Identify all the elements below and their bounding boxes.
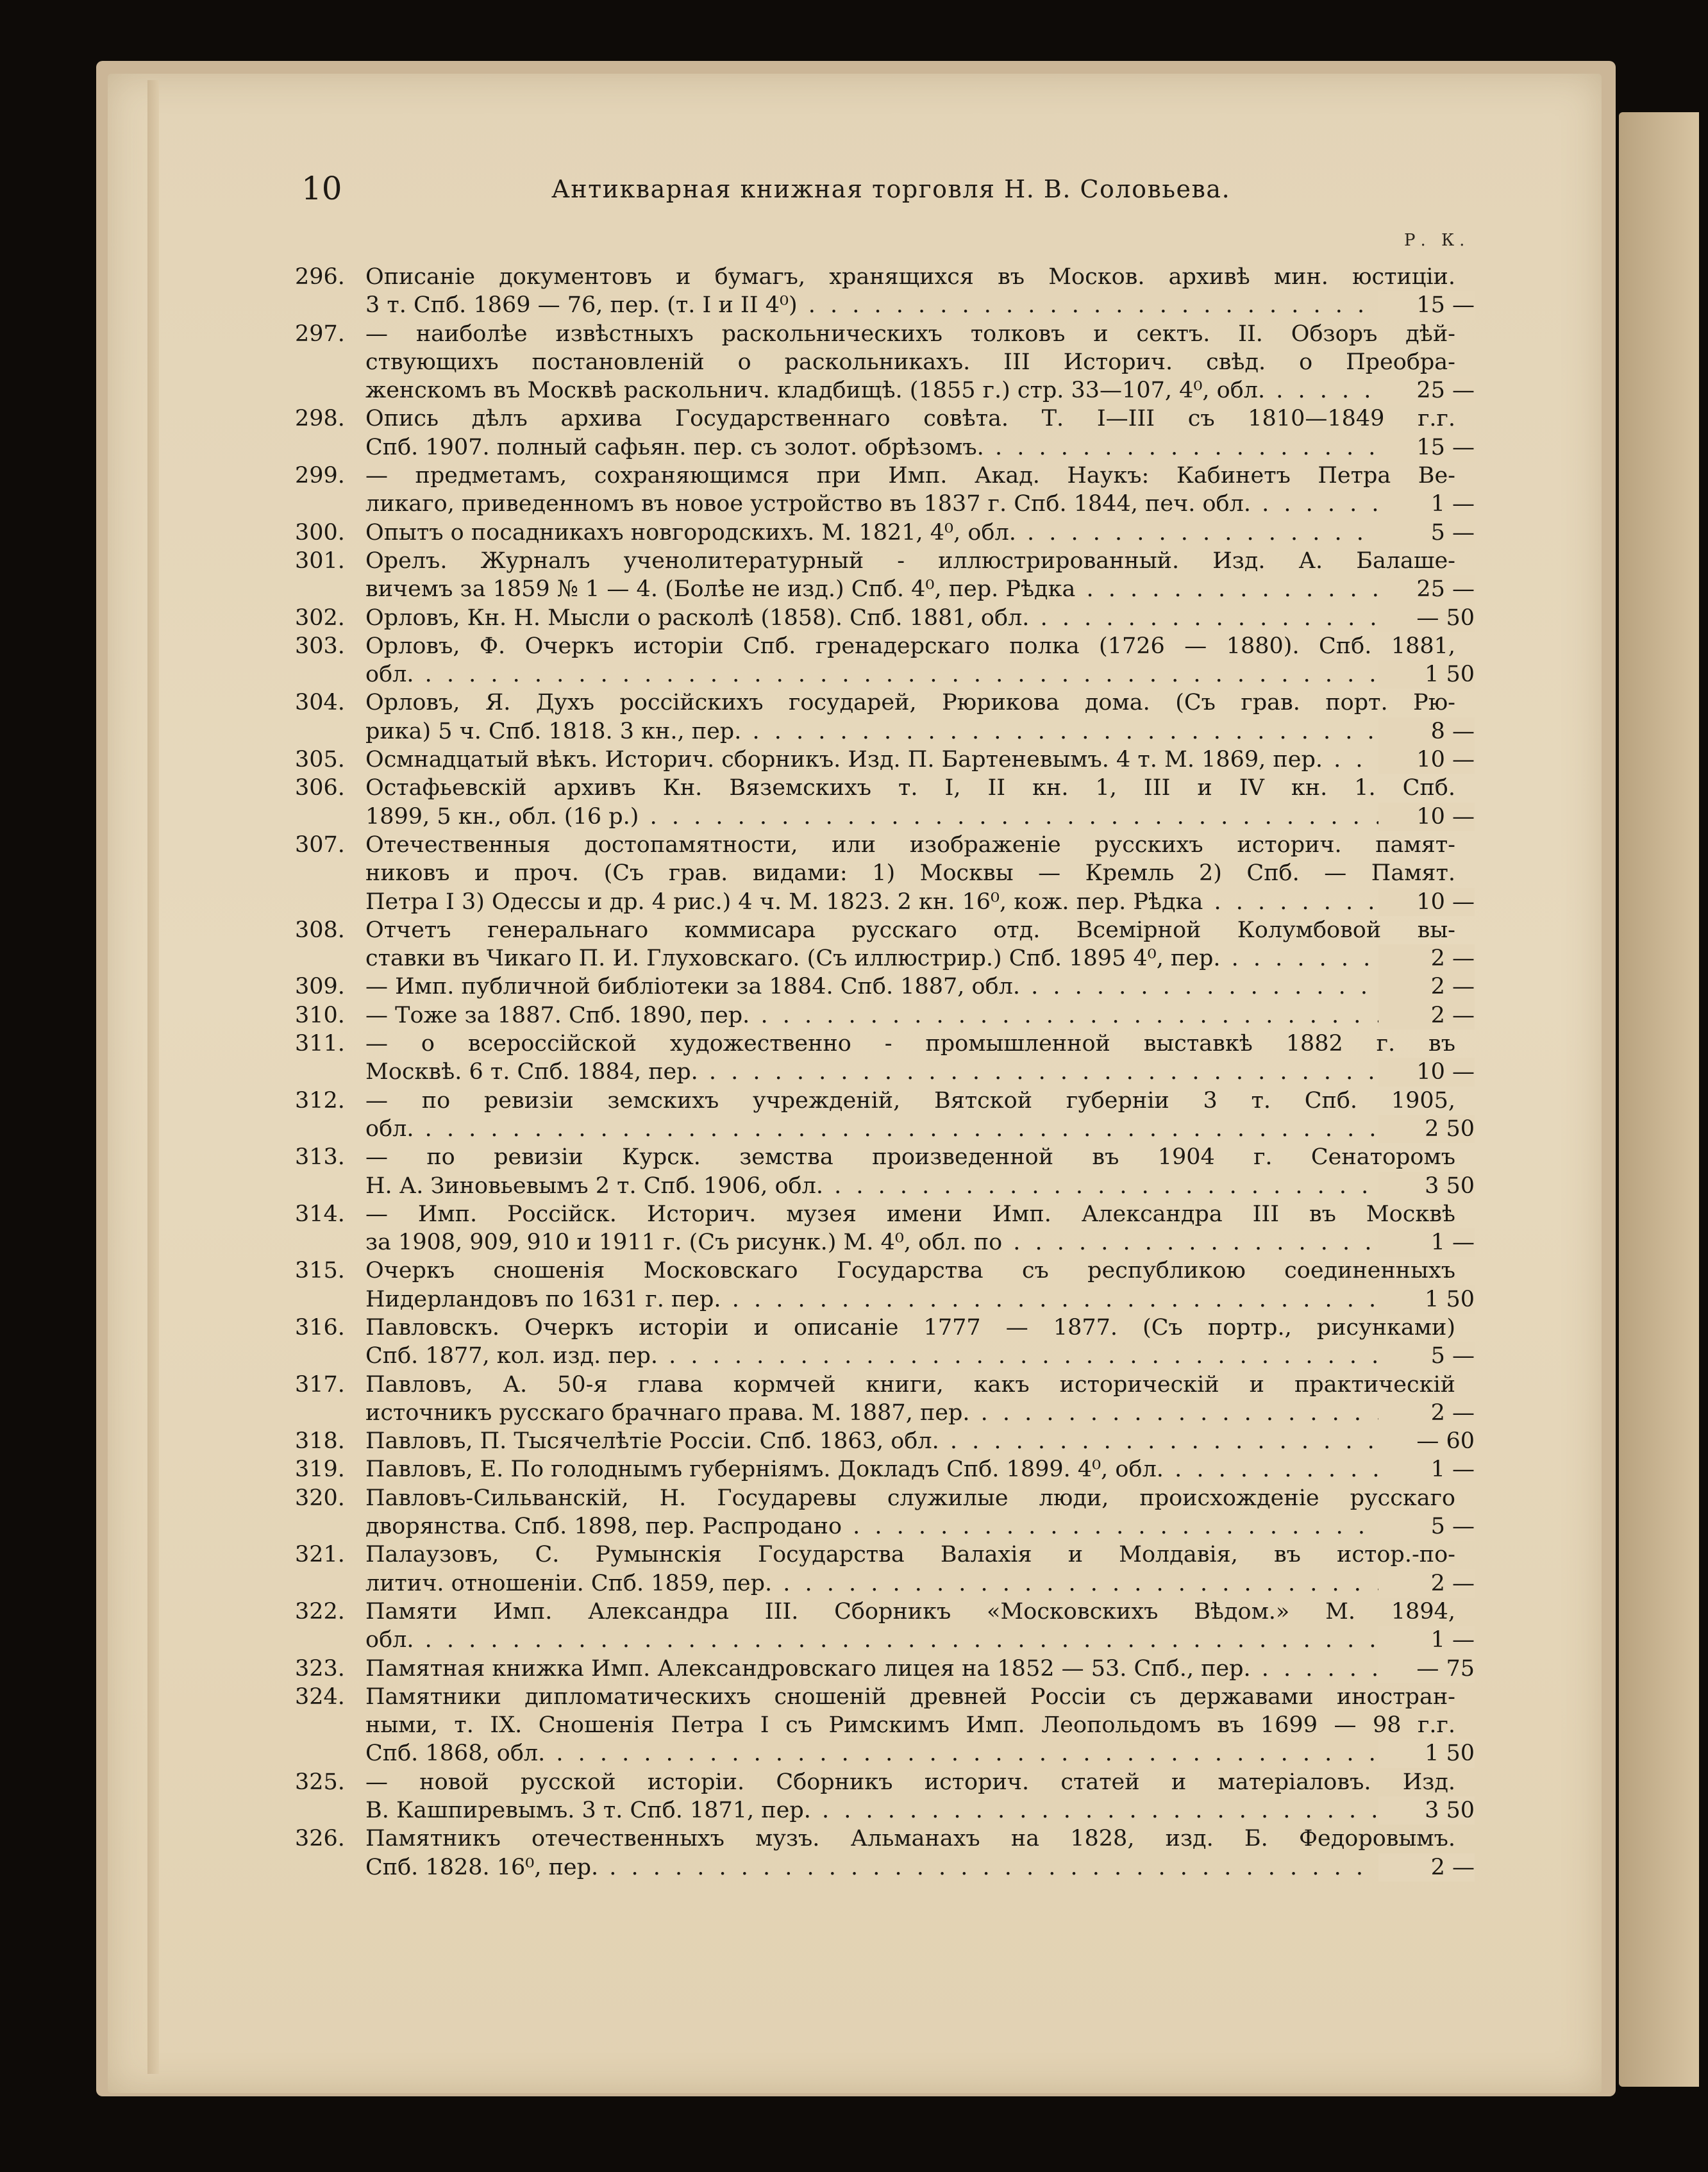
entry-line: [295, 1569, 1475, 1598]
entry-text: — предметамъ, сохраняющимся при Имп. Акад. Наукъ: Кабинетъ Петра Ве-: [365, 463, 1455, 489]
entry-text: Спб. 1877, кол. изд. пер. . . .: [365, 1342, 1449, 1370]
entry-number: 313.: [295, 1144, 345, 1171]
entry-line: [295, 1427, 1475, 1455]
catalog-entry: [295, 1683, 1475, 1768]
entry-line: [295, 1371, 1475, 1399]
entry-number: 320.: [295, 1485, 345, 1511]
catalog-entry: [295, 1768, 1475, 1825]
entry-line: [295, 1626, 1475, 1654]
entry-text: Палаузовъ, С. Румынскія Государства Валахія и Молдавія, въ истор.-по-: [365, 1542, 1455, 1568]
catalog-entry: [295, 746, 1475, 774]
page-gutter-shadow: [147, 80, 159, 2074]
entry-text: Осмнадцатый вѣкъ. Историч. сборникъ. Изд. П. Бартеневымъ. 4 т. М. 1869, пер. . . .: [365, 746, 1449, 774]
entry-text: ными, т. IX. Сношенія Петра I съ Римскимъ Имп. Леопольдомъ въ 1699 — 98 г.г.: [365, 1712, 1455, 1739]
catalog-entry: [295, 1001, 1475, 1030]
entry-price: 2 —: [1378, 944, 1475, 973]
entry-text: Отчетъ генеральнаго коммисара русскаго отд. Всемірной Колумбовой вы-: [365, 917, 1455, 943]
entry-line: [295, 1228, 1475, 1257]
entry-text: Орелъ. Журналъ ученолитературный - иллюстрированный. Изд. А. Балаше-: [365, 547, 1455, 574]
entry-text: ставки въ Чикаго П. И. Глуховскаго. (Съ иллюстрир.) Спб. 1895 4⁰, пер. . . .: [365, 944, 1449, 973]
entry-number: 299.: [295, 463, 345, 489]
entry-text: Памятники дипломатическихъ сношеній древней Россіи съ державами иностран-: [365, 1683, 1455, 1710]
entry-line: [295, 263, 1475, 291]
entry-line: [295, 1711, 1475, 1739]
entry-line: [295, 774, 1475, 802]
entry-text: — о всероссійской художественно - промышленной выставкѣ 1882 г. въ: [365, 1031, 1455, 1057]
catalog-entry: [295, 1427, 1475, 1455]
entry-line: [295, 1200, 1475, 1228]
entry-price: 1 —: [1378, 1228, 1475, 1257]
entry-line: [295, 1541, 1475, 1569]
entry-text: — наиболѣе извѣстныхъ раскольническихъ толковъ и сектъ. II. Обзоръ дѣй-: [365, 321, 1455, 347]
entry-text: Орловъ, Я. Духъ россійскихъ государей, Рюрикова дома. (Съ грав. порт. Рю-: [365, 690, 1455, 716]
entry-text: Описаніе документовъ и бумагъ, хранящихся въ Москов. архивѣ мин. юстиціи.: [365, 264, 1455, 290]
entry-line: [295, 916, 1475, 944]
entry-line: [295, 944, 1475, 973]
entry-price: 2 50: [1378, 1115, 1475, 1143]
entry-number: 297.: [295, 321, 345, 347]
entry-line: [295, 462, 1475, 490]
entry-line: [295, 1655, 1475, 1683]
entry-line: [295, 1399, 1475, 1427]
entry-line: [295, 1087, 1475, 1115]
entry-number: 302.: [295, 605, 345, 631]
entry-text: Памятная книжка Имп. Александровскаго лицея на 1852 — 53. Спб., пер. . . .: [365, 1655, 1449, 1683]
entry-price: — 60: [1378, 1427, 1475, 1455]
entry-line: [295, 746, 1475, 774]
entry-text: ликаго, приведенномъ въ новое устройство въ 1837 г. Спб. 1844, печ. обл. . . .: [365, 490, 1449, 518]
page-number: 10: [301, 170, 342, 207]
entry-line: [295, 973, 1475, 1001]
entry-number: 324.: [295, 1683, 345, 1710]
catalog-entry: [295, 632, 1475, 689]
entry-price: 25 —: [1378, 575, 1475, 603]
entry-text: Опытъ о посадникахъ новгородскихъ. М. 1821, 4⁰, обл. . . .: [365, 519, 1449, 547]
entry-line: [295, 660, 1475, 689]
entry-text: Петра I 3) Одессы и др. 4 рис.) 4 ч. М. 1823. 2 кн. 16⁰, кож. пер. Рѣдка . . .: [365, 888, 1449, 916]
facing-page-edge: [1619, 112, 1699, 2087]
entry-text: никовъ и проч. (Съ грав. видами: 1) Москвы — Кремль 2) Спб. — Памят.: [365, 860, 1455, 887]
running-head: Антикварная книжная торговля Н. В. Соловьева.: [551, 175, 1231, 203]
entry-number: 318.: [295, 1428, 345, 1455]
entry-text: Павловскъ. Очеркъ исторіи и описаніе 1777 — 1877. (Съ портр., рисунками): [365, 1314, 1455, 1341]
entry-text: — по ревизіи Курск. земства произведенной въ 1904 г. Сенаторомъ: [365, 1144, 1455, 1171]
catalog-entry: [295, 320, 1475, 405]
catalog-entry: [295, 973, 1475, 1001]
entry-line: [295, 1030, 1475, 1058]
entry-text: Опись дѣлъ архива Государственнаго совѣта. Т. I—III съ 1810—1849 г.г.: [365, 406, 1455, 432]
entry-number: 314.: [295, 1201, 345, 1227]
entry-text: В. Кашпиревымъ. 3 т. Спб. 1871, пер. . . .: [365, 1796, 1449, 1825]
entry-price: 2 —: [1378, 1001, 1475, 1030]
entry-price: 5 —: [1378, 1342, 1475, 1370]
entry-line: [295, 291, 1475, 319]
entry-price: 1 50: [1378, 1739, 1475, 1767]
entry-line: [295, 831, 1475, 859]
catalog-entry: [295, 462, 1475, 519]
entry-number: 304.: [295, 690, 345, 716]
entry-line: [295, 1768, 1475, 1796]
entry-line: [295, 1739, 1475, 1767]
entry-text: рика) 5 ч. Спб. 1818. 3 кн., пер. . . .: [365, 717, 1449, 746]
entry-text: Памяти Имп. Александра III. Сборникъ «Московскихъ Вѣдом.» М. 1894,: [365, 1598, 1455, 1625]
entry-price: 10 —: [1378, 1058, 1475, 1086]
entry-line: [295, 632, 1475, 660]
entry-number: 319.: [295, 1457, 345, 1483]
entry-number: 316.: [295, 1314, 345, 1341]
catalog-entry: [295, 1030, 1475, 1087]
entry-text: Павловъ-Сильванскій, Н. Государевы служилые люди, происхожденіе русскаго: [365, 1485, 1455, 1511]
entry-text: — по ревизіи земскихъ учрежденій, Вятской губерніи 3 т. Спб. 1905,: [365, 1087, 1455, 1114]
entry-line: [295, 575, 1475, 603]
entry-number: 311.: [295, 1031, 345, 1057]
entry-line: [295, 1314, 1475, 1342]
entry-price: 3 50: [1378, 1796, 1475, 1825]
entry-number: 307.: [295, 831, 345, 858]
entry-number: 323.: [295, 1655, 345, 1682]
entry-line: [295, 1796, 1475, 1825]
entry-text: Спб. 1907. полный сафьян. пер. съ золот. обрѣзомъ. . . .: [365, 433, 1449, 462]
entry-line: [295, 1512, 1475, 1541]
entry-number: 325.: [295, 1769, 345, 1795]
entry-price: 5 —: [1378, 1512, 1475, 1541]
entry-number: 301.: [295, 547, 345, 574]
catalog-entry: [295, 1825, 1475, 1882]
entry-price: 1 —: [1378, 1455, 1475, 1483]
catalog-entry: [295, 774, 1475, 831]
entry-text: обл. . . .: [365, 660, 1449, 689]
entry-number: 326.: [295, 1826, 345, 1852]
entry-number: 303.: [295, 633, 345, 659]
catalog-entry: [295, 1314, 1475, 1371]
catalog-entry: [295, 1371, 1475, 1428]
entry-line: [295, 1683, 1475, 1711]
entry-text: Павловъ, Е. По голоднымъ губерніямъ. Докладъ Спб. 1899. 4⁰, обл. . . .: [365, 1455, 1449, 1483]
entry-text: — Имп. публичной библіотеки за 1884. Спб. 1887, обл. . . .: [365, 973, 1449, 1001]
entry-line: [295, 1285, 1475, 1314]
catalog-entry: [295, 519, 1475, 547]
entry-line: [295, 1001, 1475, 1030]
entry-line: [295, 1484, 1475, 1512]
catalog-entry: [295, 547, 1475, 604]
entry-line: [295, 348, 1475, 376]
entry-text: обл. . . .: [365, 1626, 1449, 1654]
entry-price: — 50: [1378, 604, 1475, 632]
entry-number: 322.: [295, 1598, 345, 1625]
currency-column-header: Р. К.: [1404, 231, 1470, 250]
entry-text: Н. А. Зиновьевымъ 2 т. Спб. 1906, обл. . . .: [365, 1172, 1449, 1200]
entry-number: 317.: [295, 1371, 345, 1398]
entry-number: 296.: [295, 264, 345, 290]
entry-price: 25 —: [1378, 376, 1475, 405]
entry-price: 15 —: [1378, 291, 1475, 319]
entry-line: [295, 1058, 1475, 1086]
entry-text: обл. . . .: [365, 1115, 1449, 1143]
entry-line: [295, 1115, 1475, 1143]
entry-text: Отечественныя достопамятности, или изображеніе русскихъ историч. памят-: [365, 831, 1455, 858]
entry-price: 2 —: [1378, 1569, 1475, 1598]
entry-line: [295, 859, 1475, 887]
entry-price: 1 50: [1378, 1285, 1475, 1314]
entry-text: дворянства. Спб. 1898, пер. Распродано . . .: [365, 1512, 1449, 1541]
entry-text: Павловъ, А. 50-я глава кормчей книги, какъ историческій и практическій: [365, 1371, 1455, 1398]
entry-price: 10 —: [1378, 803, 1475, 831]
catalog-entry: [295, 1655, 1475, 1683]
entry-line: [295, 689, 1475, 717]
entry-price: 2 —: [1378, 1399, 1475, 1427]
entry-text: Павловъ, П. Тысячелѣтіе Россіи. Спб. 1863, обл. . . .: [365, 1427, 1449, 1455]
entry-line: [295, 1825, 1475, 1853]
entry-number: 306.: [295, 775, 345, 801]
catalog-entry: [295, 1598, 1475, 1655]
entry-price: 2 —: [1378, 973, 1475, 1001]
entry-text: Остафьевскій архивъ Кн. Вяземскихъ т. I, II кн. 1, III и IV кн. 1. Спб.: [365, 775, 1455, 801]
catalog-entry: [295, 1484, 1475, 1541]
entry-price: 10 —: [1378, 888, 1475, 916]
entry-text: Орловъ, Кн. Н. Мысли о расколѣ (1858). Спб. 1881, обл. . . .: [365, 604, 1449, 632]
entry-line: [295, 376, 1475, 405]
entry-line: [295, 717, 1475, 746]
entry-text: — новой русской исторіи. Сборникъ историч. статей и матеріаловъ. Изд.: [365, 1769, 1455, 1795]
entry-text: Спб. 1868, обл. . . .: [365, 1739, 1449, 1767]
catalog-entry: [295, 916, 1475, 973]
entry-number: 298.: [295, 406, 345, 432]
entry-line: [295, 803, 1475, 831]
entry-text: Памятникъ отечественныхъ музъ. Альманахъ на 1828, изд. Б. Федоровымъ.: [365, 1826, 1455, 1852]
catalog-entry: [295, 1143, 1475, 1200]
entry-line: [295, 1455, 1475, 1483]
entry-number: 310.: [295, 1002, 345, 1028]
entry-text: Очеркъ сношенія Московскаго Государства съ республикою соединенныхъ: [365, 1258, 1455, 1284]
entry-text: Москвѣ. 6 т. Спб. 1884, пер. . . .: [365, 1058, 1449, 1086]
entry-number: 305.: [295, 747, 345, 773]
entry-line: [295, 1598, 1475, 1626]
catalog-entry: [295, 1087, 1475, 1144]
catalog-entry: [295, 689, 1475, 746]
entry-price: 15 —: [1378, 433, 1475, 462]
entry-price: — 75: [1378, 1655, 1475, 1683]
entry-line: [295, 1853, 1475, 1882]
entry-text: источникъ русскаго брачнаго права. М. 1887, пер. . . .: [365, 1399, 1449, 1427]
entry-line: [295, 490, 1475, 518]
entry-price: 3 50: [1378, 1172, 1475, 1200]
catalog-entry: [295, 604, 1475, 632]
entry-line: [295, 519, 1475, 547]
entry-line: [295, 547, 1475, 575]
entry-price: 8 —: [1378, 717, 1475, 746]
entry-line: [295, 1257, 1475, 1285]
entry-line: [295, 320, 1475, 348]
entry-price: 1 50: [1378, 660, 1475, 689]
entry-number: 308.: [295, 917, 345, 943]
catalog-entry: [295, 1257, 1475, 1314]
entry-text: за 1908, 909, 910 и 1911 г. (Съ рисунк.) М. 4⁰, обл. по . . .: [365, 1228, 1449, 1257]
entry-text: — Тоже за 1887. Спб. 1890, пер. . . .: [365, 1001, 1449, 1030]
entry-text: вичемъ за 1859 № 1 — 4. (Болѣе не изд.) Спб. 4⁰, пер. Рѣдка . . .: [365, 575, 1449, 603]
entry-number: 321.: [295, 1542, 345, 1568]
catalog-entry: [295, 1541, 1475, 1598]
entry-number: 300.: [295, 519, 345, 546]
entry-text: женскомъ въ Москвѣ раскольнич. кладбищѣ. (1855 г.) стр. 33—107, 4⁰, обл. . . .: [365, 376, 1449, 405]
entry-price: 2 —: [1378, 1853, 1475, 1882]
catalog-entry: [295, 263, 1475, 320]
catalog-entries-list: [295, 263, 1475, 1882]
entry-line: [295, 433, 1475, 462]
entry-number: 309.: [295, 974, 345, 1000]
entry-price: 1 —: [1378, 490, 1475, 518]
entry-text: Орловъ, Ф. Очеркъ исторіи Спб. гренадерскаго полка (1726 — 1880). Спб. 1881,: [365, 633, 1455, 659]
entry-line: [295, 405, 1475, 433]
entry-text: 3 т. Спб. 1869 — 76, пер. (т. I и II 4⁰) . . .: [365, 291, 1449, 319]
catalog-entry: [295, 405, 1475, 462]
entry-line: [295, 1172, 1475, 1200]
entry-line: [295, 1342, 1475, 1370]
entry-text: 1899, 5 кн., обл. (16 р.) . . .: [365, 803, 1449, 831]
page-header: [0, 170, 1708, 215]
entry-price: 10 —: [1378, 746, 1475, 774]
entry-text: Нидерландовъ по 1631 г. пер. . . .: [365, 1285, 1449, 1314]
entry-line: [295, 888, 1475, 916]
entry-line: [295, 604, 1475, 632]
entry-text: ствующихъ постановленій о раскольникахъ. III Историч. свѣд. о Преобра-: [365, 349, 1455, 375]
entry-text: — Имп. Россійск. Историч. музея имени Имп. Александра III въ Москвѣ: [365, 1201, 1455, 1227]
entry-text: литич. отношеніи. Спб. 1859, пер. . . .: [365, 1569, 1449, 1598]
catalog-entry: [295, 831, 1475, 916]
entry-price: 5 —: [1378, 519, 1475, 547]
entry-number: 315.: [295, 1258, 345, 1284]
entry-line: [295, 1143, 1475, 1171]
entry-text: Спб. 1828. 16⁰, пер. . . .: [365, 1853, 1449, 1882]
entry-number: 312.: [295, 1087, 345, 1114]
catalog-entry: [295, 1200, 1475, 1257]
catalog-entry: [295, 1455, 1475, 1483]
entry-price: 1 —: [1378, 1626, 1475, 1654]
